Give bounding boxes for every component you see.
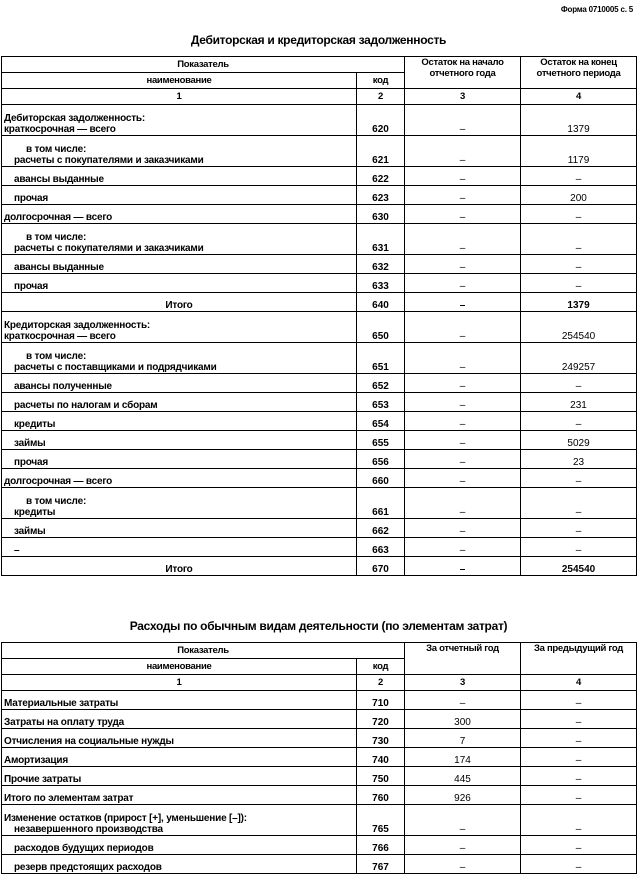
row-label xyxy=(2,136,357,167)
header-num4: 4 xyxy=(521,89,637,105)
row-label-line: Дебиторская задолженность: xyxy=(4,113,145,124)
header-num1: 1 xyxy=(2,675,357,691)
row-label-line: в том числе: xyxy=(26,351,87,362)
header-col3: Остаток на начало отчетного года xyxy=(405,57,521,89)
table-row xyxy=(2,186,637,205)
row-label-line: краткосрочная — всего xyxy=(4,124,116,135)
row-value-col3: – xyxy=(405,393,521,412)
row-code: 660 xyxy=(357,469,405,488)
row-code: 661 xyxy=(357,488,405,519)
table-row xyxy=(2,105,637,136)
row-code: 720 xyxy=(357,710,405,729)
row-value-col4: – xyxy=(521,786,637,805)
row-label xyxy=(2,805,357,836)
row-value-col3: – xyxy=(405,538,521,557)
row-code: 640 xyxy=(357,293,405,312)
row-label-line: займы xyxy=(14,526,46,537)
row-code: 766 xyxy=(357,836,405,855)
table-row xyxy=(2,538,637,557)
header-num2: 2 xyxy=(357,89,405,105)
row-value-col3: – xyxy=(405,224,521,255)
row-code: 651 xyxy=(357,343,405,374)
row-label-line: Изменение остатков (прирост [+], уменьшение [–]): xyxy=(4,813,247,824)
row-value-col4: – xyxy=(521,255,637,274)
table-row xyxy=(2,393,637,412)
row-label-line: – xyxy=(14,545,20,556)
row-value-col4: 254540 xyxy=(521,312,637,343)
row-label xyxy=(2,855,357,874)
table-row xyxy=(2,748,637,767)
row-label xyxy=(2,729,357,748)
row-value-col3: – xyxy=(405,855,521,874)
row-value-col3: – xyxy=(405,293,521,312)
row-label-line: авансы выданные xyxy=(14,174,104,185)
row-code: 652 xyxy=(357,374,405,393)
expenses-table xyxy=(1,642,637,874)
header-num3: 3 xyxy=(405,675,521,691)
row-value-col4: 5029 xyxy=(521,431,637,450)
row-label xyxy=(2,469,357,488)
row-value-col4: 231 xyxy=(521,393,637,412)
table-row xyxy=(2,557,637,576)
row-label-line: авансы выданные xyxy=(14,262,104,273)
row-value-col3: 926 xyxy=(405,786,521,805)
header-name: наименование xyxy=(2,659,357,675)
row-code: 730 xyxy=(357,729,405,748)
row-value-col3: – xyxy=(405,450,521,469)
row-code: 670 xyxy=(357,557,405,576)
header-code: код xyxy=(357,73,405,89)
row-value-col3: 300 xyxy=(405,710,521,729)
row-code: 740 xyxy=(357,748,405,767)
row-label-line: расчеты с покупателями и заказчиками xyxy=(14,243,204,254)
row-label-line: кредиты xyxy=(14,419,56,430)
row-value-col4: – xyxy=(521,374,637,393)
row-label-line: в том числе: xyxy=(26,232,87,243)
row-label-line: авансы полученные xyxy=(14,381,112,392)
row-label-line: Прочие затраты xyxy=(4,774,82,785)
row-label-line: Затраты на оплату труда xyxy=(4,717,125,728)
row-code: 710 xyxy=(357,691,405,710)
row-label-line: Итого по элементам затрат xyxy=(4,793,134,804)
row-code: 650 xyxy=(357,312,405,343)
row-value-col3: – xyxy=(405,488,521,519)
row-value-col4: 249257 xyxy=(521,343,637,374)
row-value-col3: – xyxy=(405,186,521,205)
row-value-col4: – xyxy=(521,274,637,293)
header-col3: За отчетный год xyxy=(405,643,521,675)
header-num3: 3 xyxy=(405,89,521,105)
row-value-col4: – xyxy=(521,805,637,836)
table-row xyxy=(2,710,637,729)
row-value-col3: – xyxy=(405,412,521,431)
header-col4: Остаток на конец отчетного периода xyxy=(521,57,637,89)
row-label xyxy=(2,412,357,431)
row-code: 620 xyxy=(357,105,405,136)
table-row xyxy=(2,274,637,293)
table-row xyxy=(2,224,637,255)
row-value-col3: – xyxy=(405,105,521,136)
row-label xyxy=(2,105,357,136)
row-label-line: незавершенного производства xyxy=(14,824,163,835)
row-label-line: займы xyxy=(14,438,46,449)
table-row xyxy=(2,136,637,167)
row-value-col4: – xyxy=(521,710,637,729)
row-code: 760 xyxy=(357,786,405,805)
row-value-col4: – xyxy=(521,412,637,431)
row-label-line: в том числе: xyxy=(26,144,87,155)
row-value-col3: 7 xyxy=(405,729,521,748)
row-code: 655 xyxy=(357,431,405,450)
row-value-col4: 1379 xyxy=(521,105,637,136)
row-label xyxy=(2,343,357,374)
row-code: 765 xyxy=(357,805,405,836)
row-value-col4: – xyxy=(521,488,637,519)
row-label-line: расчеты с покупателями и заказчиками xyxy=(14,155,204,166)
receivables-payables-table xyxy=(1,56,637,576)
row-code: 631 xyxy=(357,224,405,255)
row-label-line: Итого xyxy=(165,300,193,311)
row-value-col4: – xyxy=(521,836,637,855)
row-label xyxy=(2,538,357,557)
row-value-col3: 445 xyxy=(405,767,521,786)
section2-title: Расходы по обычным видам деятельности (по элементам затрат) xyxy=(129,619,508,633)
row-value-col4: – xyxy=(521,691,637,710)
table-row xyxy=(2,374,637,393)
row-value-col4: – xyxy=(521,538,637,557)
row-label-line: Итого xyxy=(165,564,193,575)
row-label xyxy=(2,519,357,538)
row-label-line: расчеты по налогам и сборам xyxy=(14,400,158,411)
row-label xyxy=(2,450,357,469)
row-code: 622 xyxy=(357,167,405,186)
row-label-line: расчеты с поставщиками и подрядчиками xyxy=(14,362,217,373)
row-label-line: расходов будущих периодов xyxy=(14,843,154,854)
row-code: 630 xyxy=(357,205,405,224)
table-row xyxy=(2,855,637,874)
row-label xyxy=(2,557,357,576)
row-label xyxy=(2,186,357,205)
row-code: 632 xyxy=(357,255,405,274)
table-row xyxy=(2,691,637,710)
row-code: 623 xyxy=(357,186,405,205)
row-code: 656 xyxy=(357,450,405,469)
row-label-line: прочая xyxy=(14,193,49,204)
header-code: код xyxy=(357,659,405,675)
table-row xyxy=(2,469,637,488)
row-label-line: Кредиторская задолженность: xyxy=(4,320,151,331)
row-label-line: кредиты xyxy=(14,507,56,518)
row-code: 633 xyxy=(357,274,405,293)
row-label-line: Отчисления на социальные нужды xyxy=(4,736,174,747)
row-label xyxy=(2,205,357,224)
row-value-col4: – xyxy=(521,748,637,767)
row-value-col3: – xyxy=(405,374,521,393)
row-code: 663 xyxy=(357,538,405,557)
row-label xyxy=(2,255,357,274)
row-label-line: краткосрочная — всего xyxy=(4,331,116,342)
row-label xyxy=(2,710,357,729)
header-num1: 1 xyxy=(2,89,357,105)
form-code: Форма 0710005 с. 5 xyxy=(560,5,633,14)
row-value-col4: – xyxy=(521,519,637,538)
row-label-line: в том числе: xyxy=(26,496,87,507)
header-num4: 4 xyxy=(521,675,637,691)
row-value-col3: – xyxy=(405,469,521,488)
row-value-col4: – xyxy=(521,767,637,786)
table-row xyxy=(2,805,637,836)
row-value-col3: – xyxy=(405,805,521,836)
row-label xyxy=(2,224,357,255)
row-label xyxy=(2,748,357,767)
table-row xyxy=(2,205,637,224)
row-value-col3: – xyxy=(405,836,521,855)
table-row xyxy=(2,293,637,312)
table-row xyxy=(2,836,637,855)
table-row xyxy=(2,343,637,374)
row-value-col4: 254540 xyxy=(521,557,637,576)
row-label xyxy=(2,431,357,450)
row-label xyxy=(2,691,357,710)
row-label-line: прочая xyxy=(14,281,49,292)
row-value-col3: – xyxy=(405,691,521,710)
row-label xyxy=(2,767,357,786)
row-value-col4: 1379 xyxy=(521,293,637,312)
row-label-line: Материальные затраты xyxy=(4,698,119,709)
row-value-col4: – xyxy=(521,469,637,488)
row-value-col3: – xyxy=(405,274,521,293)
row-label-line: резерв предстоящих расходов xyxy=(14,862,162,873)
row-code: 653 xyxy=(357,393,405,412)
table-row xyxy=(2,312,637,343)
table-row xyxy=(2,450,637,469)
row-value-col4: – xyxy=(521,167,637,186)
table-row xyxy=(2,786,637,805)
row-label-line: долгосрочная — всего xyxy=(4,212,113,223)
row-label xyxy=(2,836,357,855)
row-label-line: прочая xyxy=(14,457,49,468)
row-label xyxy=(2,374,357,393)
row-value-col4: 200 xyxy=(521,186,637,205)
row-value-col3: – xyxy=(405,136,521,167)
row-label xyxy=(2,293,357,312)
header-num2: 2 xyxy=(357,675,405,691)
table-row xyxy=(2,519,637,538)
row-code: 767 xyxy=(357,855,405,874)
section1-title: Дебиторская и кредиторская задолженность xyxy=(190,33,447,47)
row-value-col3: – xyxy=(405,431,521,450)
row-label xyxy=(2,274,357,293)
row-value-col4: – xyxy=(521,205,637,224)
header-name: наименование xyxy=(2,73,357,89)
row-value-col3: – xyxy=(405,167,521,186)
table-row xyxy=(2,255,637,274)
row-label xyxy=(2,393,357,412)
row-value-col3: – xyxy=(405,343,521,374)
row-code: 750 xyxy=(357,767,405,786)
row-value-col3: – xyxy=(405,205,521,224)
row-label xyxy=(2,786,357,805)
row-label xyxy=(2,488,357,519)
row-code: 662 xyxy=(357,519,405,538)
row-value-col3: – xyxy=(405,255,521,274)
table-row xyxy=(2,767,637,786)
table-row xyxy=(2,431,637,450)
row-value-col4: 1179 xyxy=(521,136,637,167)
row-code: 654 xyxy=(357,412,405,431)
row-value-col4: – xyxy=(521,729,637,748)
table-row xyxy=(2,488,637,519)
table-row xyxy=(2,167,637,186)
row-label-line: Амортизация xyxy=(4,755,68,766)
row-value-col4: – xyxy=(521,224,637,255)
row-value-col3: 174 xyxy=(405,748,521,767)
row-value-col4: 23 xyxy=(521,450,637,469)
header-indicator: Показатель xyxy=(2,643,405,659)
row-label xyxy=(2,167,357,186)
row-value-col4: – xyxy=(521,855,637,874)
table-row xyxy=(2,412,637,431)
row-value-col3: – xyxy=(405,312,521,343)
row-value-col3: – xyxy=(405,519,521,538)
header-indicator: Показатель xyxy=(2,57,405,73)
row-label xyxy=(2,312,357,343)
row-code: 621 xyxy=(357,136,405,167)
row-label-line: долгосрочная — всего xyxy=(4,476,113,487)
table-row xyxy=(2,729,637,748)
header-col4: За предыдущий год xyxy=(521,643,637,675)
row-value-col3: – xyxy=(405,557,521,576)
